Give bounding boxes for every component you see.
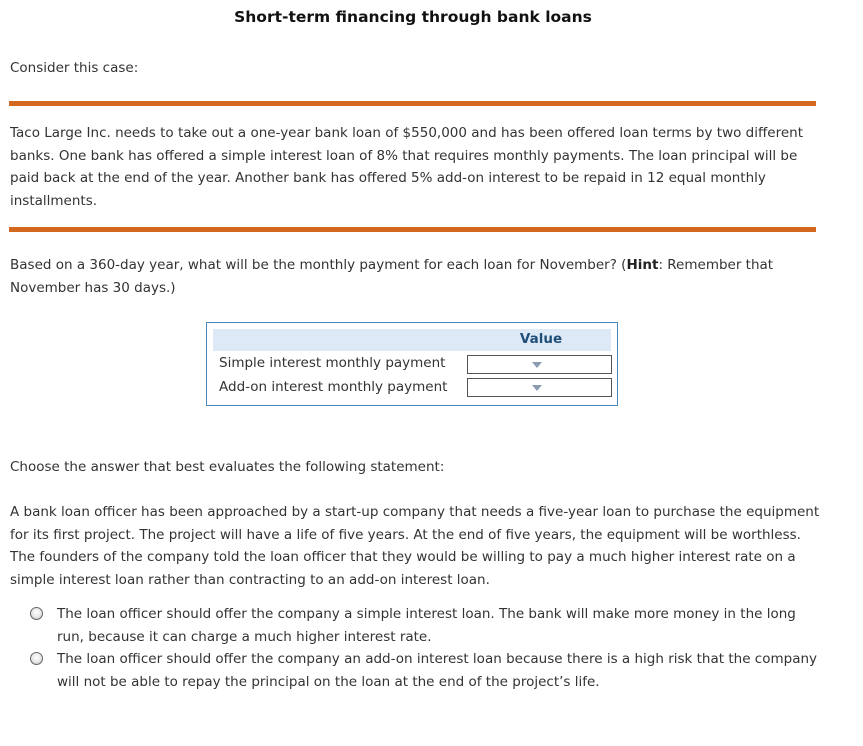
intro-text: Consider this case: (10, 60, 139, 76)
evaluate-prompt: Choose the answer that best evaluates the following statement: (10, 459, 445, 475)
page-title: Short-term financing through bank loans (234, 8, 592, 26)
answer-option-simple-interest[interactable] (30, 603, 820, 648)
answer-options (30, 603, 820, 693)
add-on-interest-payment-select[interactable] (467, 378, 612, 397)
case-description: Taco Large Inc. needs to take out a one-year bank loan of $550,000 and has been offered loan terms by two different banks. One bank has offered a simple interest loan of 8% that requires monthly payments. The loan principal will be paid back at the end of the year. Another bank has offered 5% add-on interest to be repaid in 12 equal monthly installments. (10, 125, 803, 209)
answer-option-add-on-interest[interactable] (30, 648, 820, 693)
payment-table (206, 322, 618, 406)
answer-option-text: The loan officer should offer the company a simple interest loan. The bank will make more money in the long run, because it can charge a much higher interest rate. (57, 606, 796, 645)
radio-button-icon[interactable] (30, 652, 43, 665)
answer-option-text: The loan officer should offer the company an add-on interest loan because there is a high risk that the company will not be able to repay the principal on the loan at the end of the project’s life. (57, 651, 818, 690)
question-text (10, 254, 820, 299)
divider-bottom (9, 227, 816, 232)
hint-label: Hint (626, 257, 659, 273)
chevron-down-icon (532, 385, 542, 391)
simple-interest-payment-select[interactable] (467, 355, 612, 374)
statement-text: A bank loan officer has been approached by a start-up company that needs a five-year loan to purchase the equipment for its first project. The project will have a life of five years. At the end of five years, the equipment will be worthless. The founders of the company told the loan officer that they would be willing to pay a much higher interest rate on a simple interest loan rather than contracting to an add-on interest loan. (10, 504, 820, 588)
radio-button-icon[interactable] (30, 607, 43, 620)
question-after-hint: : Remember that November has 30 days.) (10, 257, 774, 296)
table-header (213, 329, 611, 351)
question-before-hint: Based on a 360-day year, what will be the monthly payment for each loan for November? ( (10, 257, 627, 273)
value-column-header: Value (519, 331, 563, 347)
add-on-interest-label: Add-on interest monthly payment (219, 379, 448, 395)
simple-interest-label: Simple interest monthly payment (219, 355, 446, 371)
chevron-down-icon (532, 362, 542, 368)
divider-top (9, 101, 816, 106)
